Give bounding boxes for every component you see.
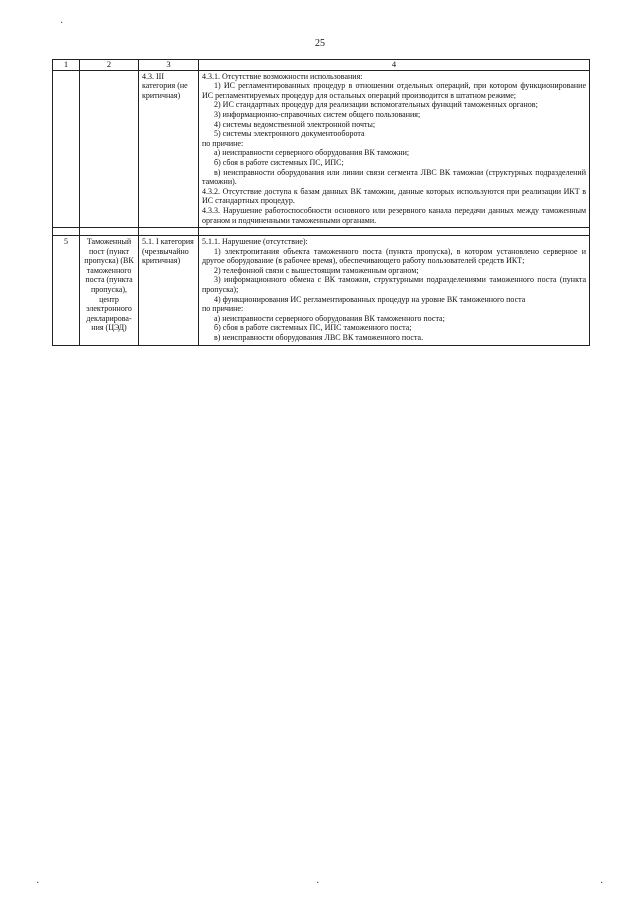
- row1-line: б) сбоя в работе системных ПС, ИПС;: [214, 157, 344, 167]
- row2-line: 2) телефонной связи с вышестоящим таможенным органом;: [214, 265, 419, 275]
- row1-line: 4) системы ведомственной электронной почты;: [214, 119, 376, 129]
- row1-description: [199, 70, 590, 228]
- header-col-2: 2: [80, 60, 139, 71]
- row1-line: по причине:: [202, 138, 244, 148]
- row1-line: 4.3.3. Нарушение работоспособности основного или резервного канала передачи данных между таможенным органом и подчиненными таможенными органами.: [202, 205, 586, 225]
- table-header-row: [53, 60, 590, 71]
- row1-line: 5) системы электронного документооборота: [214, 129, 365, 139]
- row2-category: 5.1. I категория (чрезвычайно критичная): [139, 236, 199, 346]
- row1-line: в) неисправности оборудования или линии связи сегмента ЛВС ВК таможни (структурных подразделений таможни).: [202, 167, 586, 187]
- header-col-1: 1: [53, 60, 80, 71]
- row-spacer: [53, 228, 590, 236]
- row2-line: 3) информационного обмена с ВК таможни, структурными подразделениями таможенного поста (пункта пропуска);: [202, 275, 586, 295]
- row2-line: б) сбоя в работе системных ПС, ИПС таможенного поста;: [214, 323, 412, 333]
- scan-speck: ·: [60, 18, 64, 29]
- row2-line: 5.1.1. Нарушение (отсутствие):: [202, 237, 308, 247]
- row2-line: 1) электропитания объекта таможенного поста (пункта пропуска), в котором установлено серверное и другое оборудование (в рабочее время), обеспечивающего работу пользователей средств ИКТ;: [202, 246, 586, 266]
- row1-line: 2) ИС стандартных процедур для реализации вспомогательных функций таможенных органов;: [214, 100, 538, 110]
- row2-line: в) неисправности оборудования ЛВС ВК таможенного поста.: [214, 333, 424, 343]
- scan-speck: ·: [600, 878, 604, 889]
- spacer-cell: [53, 228, 80, 236]
- row1-col1: [53, 70, 80, 228]
- row1-line: 4.3.2. Отсутствие доступа к базам данных ВК таможни, данные которых используются при реализации ИКТ в ИС стандартных процедур.: [202, 186, 586, 206]
- header-col-4: 4: [199, 60, 590, 71]
- row2-description: [199, 236, 590, 346]
- row1-line: а) неисправности серверного оборудования ВК таможни;: [214, 148, 410, 158]
- table-row: [53, 70, 590, 228]
- table-row: [53, 236, 590, 346]
- row2-line: а) неисправности серверного оборудования ВК таможенного поста;: [214, 313, 445, 323]
- row2-line: по причине:: [202, 304, 244, 314]
- spacer-cell: [139, 228, 199, 236]
- page-number: 25: [315, 38, 325, 49]
- row2-line: 4) функционирования ИС регламентированных процедур на уровне ВК таможенного поста: [214, 294, 526, 304]
- row2-number: 5: [53, 236, 80, 346]
- scan-speck: ·: [316, 878, 320, 889]
- row2-object: Таможенный пост (пункт пропуска) (ВК таможенного поста (пункта пропуска), центр электронного декларирова- ния (ЦЭД): [80, 236, 139, 346]
- spacer-cell: [80, 228, 139, 236]
- header-col-3: 3: [139, 60, 199, 71]
- row1-col2: [80, 70, 139, 228]
- scan-speck: ·: [36, 878, 40, 889]
- row1-line: 3) информационно-справочных систем общего пользования;: [214, 109, 421, 119]
- row1-category: 4.3. III категория (не критичная): [139, 70, 199, 228]
- requirements-table: [52, 59, 590, 346]
- spacer-cell: [199, 228, 590, 236]
- row1-line: 4.3.1. Отсутствие возможности использования:: [202, 71, 363, 81]
- row1-line: 1) ИС регламентированных процедур в отношении отдельных операций, при котором функционирование ИС регламентируемых процедур для остальных операций производится в штатном режиме;: [202, 81, 586, 100]
